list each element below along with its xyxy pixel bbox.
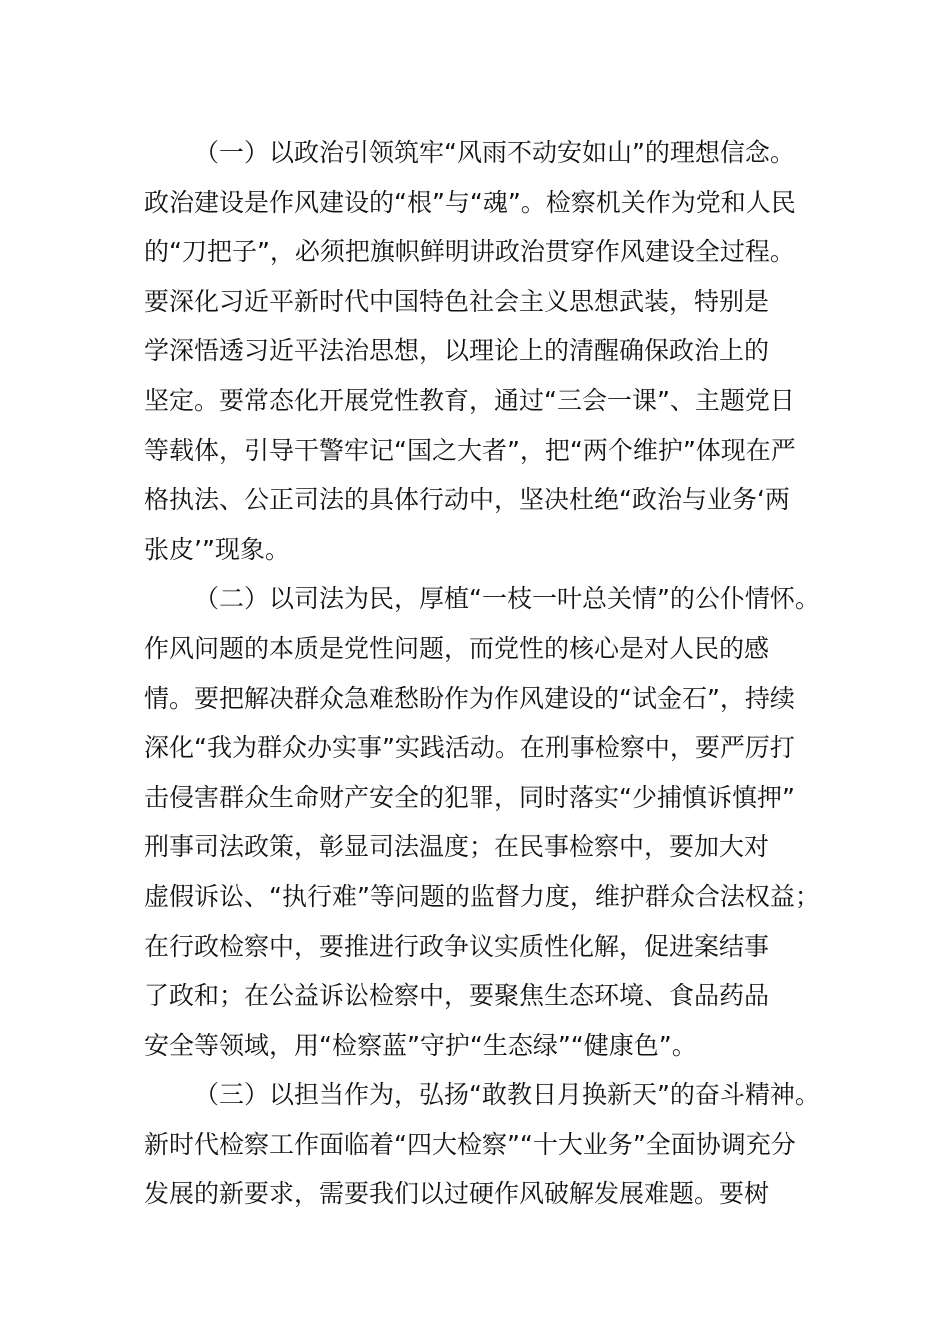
- paragraph-heading-line: （一）以政治引领筑牢“风雨不动安如山”的理想信念。: [194, 138, 795, 167]
- paragraph-line: 学深悟透习近平法治思想，以理论上的清醒确保政治上的: [144, 336, 770, 366]
- paragraph-line: 新时代检察工作面临着“四大检察”“十大业务”全面协调充分: [144, 1129, 796, 1159]
- paragraph-line: 发展的新要求，需要我们以过硬作风破解发展难题。要树: [144, 1179, 770, 1209]
- paragraph-line: 作风问题的本质是党性问题，而党性的核心是对人民的感: [144, 633, 770, 663]
- paragraph-line: 深化“我为群众办实事”实践活动。在刑事检察中，要严厉打: [144, 733, 795, 763]
- paragraph-heading-line: （三）以担当作为，弘扬“敢教日月换新天”的奋斗精神。: [194, 1080, 820, 1110]
- paragraph-line: 击侵害群众生命财产安全的犯罪，同时落实“少捕慎诉慎押”: [144, 782, 795, 812]
- paragraph-line: 情。要把解决群众急难愁盼作为作风建设的“试金石”，持续: [144, 683, 795, 713]
- paragraph-heading-line: （二）以司法为民，厚植“一枝一叶总关情”的公仆情怀。: [194, 584, 820, 614]
- paragraph-line: 虚假诉讼、“执行难”等问题的监督力度，维护群众合法权益；: [144, 881, 820, 911]
- paragraph-line: 在行政检察中，要推进行政争议实质性化解，促进案结事: [144, 931, 770, 961]
- paragraph-section-2: [144, 574, 824, 1070]
- paragraph-line: 安全等领域，用“检察蓝”守护“生态绿”“健康色”。: [144, 1030, 697, 1060]
- paragraph-line: 等载体，引导干警牢记“国之大者”，把“两个维护”体现在严: [144, 435, 796, 465]
- paragraph-line: 了政和；在公益诉讼检察中，要聚焦生态环境、食品药品: [144, 981, 770, 1011]
- paragraph-line: 刑事司法政策，彰显司法温度；在民事检察中，要加大对: [144, 832, 770, 862]
- document-body: [144, 128, 824, 1219]
- paragraph-line: 坚定。要常态化开展党性教育，通过“三会一课”、主题党日: [144, 385, 795, 415]
- paragraph-line: 张皮’”现象。: [144, 534, 290, 564]
- paragraph-section-1: [144, 128, 824, 574]
- paragraph-line: 格执法、公正司法的具体行动中，坚决杜绝“政治与业务‘两: [144, 485, 790, 515]
- paragraph-section-3: [144, 1070, 824, 1219]
- paragraph-line: 的“刀把子”，必须把旗帜鲜明讲政治贯穿作风建设全过程。: [144, 237, 795, 267]
- paragraph-line: 要深化习近平新时代中国特色社会主义思想武装，特别是: [144, 286, 770, 316]
- paragraph-line: 政治建设是作风建设的“根”与“魂”。检察机关作为党和人民: [144, 187, 796, 217]
